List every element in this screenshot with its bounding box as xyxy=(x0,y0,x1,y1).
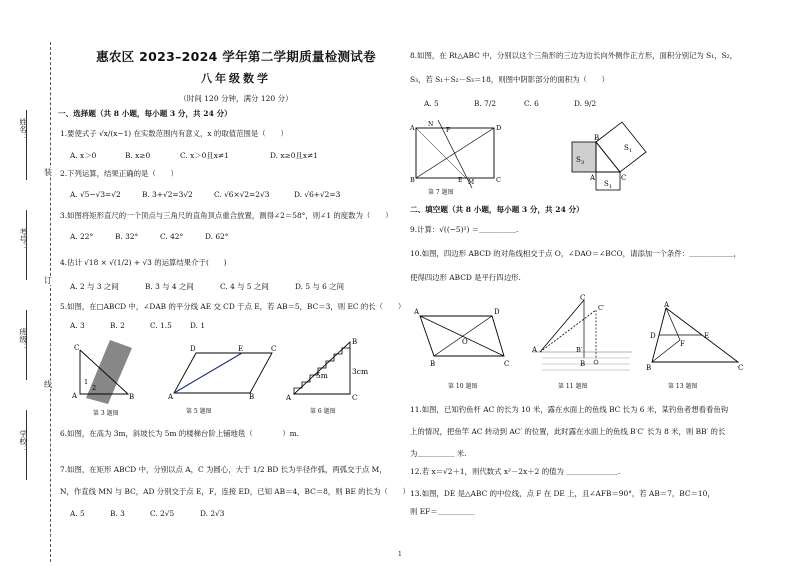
question-8: 8.如图，在 Rt△ABC 中，分别以这个三角形的三边为边长向外侧作正方形，面积分别记为 S₁，S₂， xyxy=(410,51,737,60)
figure-caption: 第 6 题图 xyxy=(310,408,336,415)
question-11: 11.如图，已知钓鱼杆 AC 的长为 10 米，露在水面上的鱼线 BC 长为 6 米，某钓鱼者想看看鱼钩 xyxy=(410,405,729,414)
svg-text:C′: C′ xyxy=(598,304,605,312)
svg-text:B: B xyxy=(646,364,652,370)
options-7: A. 5 B. 3 C. 2√5 D. 2√3 xyxy=(70,509,225,518)
options-1: A. x＞0 B. x≥0 C. x＞0且x≠1 D. x≥0且x≠1 xyxy=(70,151,318,160)
svg-text:1: 1 xyxy=(84,378,89,386)
options-4: A. 2 与 3 之间 B. 3 与 4 之间 C. 4 与 5 之间 D. 5 与 6 之间 xyxy=(70,282,344,291)
seal-char: 线 xyxy=(44,380,52,389)
svg-text:A: A xyxy=(72,392,78,400)
svg-text:1: 1 xyxy=(609,184,613,190)
question-13: 13.如图，DE 是△ABC 的中位线，点 F 在 DE 上，且∠AFB＝90°，若 AB＝7，BC＝10， xyxy=(410,489,715,498)
svg-text:B′: B′ xyxy=(576,346,583,354)
svg-text:B: B xyxy=(129,393,135,401)
svg-text:C: C xyxy=(504,360,510,368)
svg-text:E: E xyxy=(458,177,463,184)
binding-dashed-line xyxy=(50,42,51,562)
svg-text:B: B xyxy=(430,360,436,368)
question-1: 1.要使式子 √x/(x−1) 在实数范围内有意义，x 的取值范围是（ ） xyxy=(60,129,288,138)
question-5: 5.如图，在□ABCD 中，∠DAB 的平分线 AE 交 CD 于点 E，若 AB＝5，BC＝3，则 EC 的长（ ） xyxy=(60,302,406,311)
figure-caption: 第 7 题图 xyxy=(428,189,454,196)
figure-caption: 第 13 题图 xyxy=(668,383,698,390)
svg-text:B: B xyxy=(410,176,415,184)
exam-title: 惠农区 2023–2024 学年第二学期质量检测试卷 xyxy=(96,49,376,64)
seal-char: 订 xyxy=(44,276,52,285)
svg-text:B: B xyxy=(249,393,255,399)
svg-text:N: N xyxy=(428,121,434,128)
svg-text:A: A xyxy=(168,393,174,399)
svg-text:3: 3 xyxy=(581,160,585,166)
svg-text:C: C xyxy=(496,176,501,184)
svg-text:5m: 5m xyxy=(316,371,328,380)
svg-text:A: A xyxy=(286,394,292,402)
question-13-line2: 则 EF＝＿＿＿＿＿ xyxy=(410,507,475,516)
svg-text:S: S xyxy=(604,180,609,188)
svg-text:B: B xyxy=(352,338,358,346)
page-number: 1 xyxy=(398,551,402,558)
svg-text:A: A xyxy=(532,346,538,354)
question-10: 10.如图，四边形 ABCD 的对角线相交于点 O，∠DAO＝∠BCO，请添加一个条件：＿＿＿＿＿＿， xyxy=(410,249,741,258)
question-11-line2: 上的情况，把鱼竿 AC 转动到 AC′ 的位置，此时露在水面上的鱼线 B′C′ 长为 8 米，则 BB′ 的长 xyxy=(410,427,726,436)
figure-7-diagram xyxy=(410,118,502,190)
svg-text:E: E xyxy=(238,345,244,353)
school-field: 学校： xyxy=(6,410,44,500)
figure-5-diagram xyxy=(168,343,278,399)
figure-caption: 第 10 题图 xyxy=(448,383,478,390)
options-5: A. 3 B. 2 C. 1.5 D. 1 xyxy=(70,321,206,330)
options-2: A. √5−√3=√2 B. 3+√2=3√2 C. √6×√2=2√3 D. √6+√2=3 xyxy=(70,190,341,199)
svg-text:2: 2 xyxy=(92,384,97,392)
svg-text:B: B xyxy=(594,134,600,142)
question-7: 7.如图，在矩形 ABCD 中，分别以点 A，C 为圆心，大于 1/2 BD 长为半径作弧，两弧交于点 M， xyxy=(60,465,387,474)
svg-text:C: C xyxy=(74,344,80,352)
svg-text:S: S xyxy=(624,144,629,152)
svg-text:D: D xyxy=(190,345,196,353)
question-9: 9.计算：√((−5)²) ＝＿＿＿＿＿. xyxy=(410,225,519,234)
svg-text:D: D xyxy=(494,308,500,316)
figure-10-diagram xyxy=(412,304,512,368)
class-field: 班级： xyxy=(6,310,44,400)
svg-text:C: C xyxy=(271,345,277,353)
svg-text:1: 1 xyxy=(629,148,633,154)
figure-3-diagram xyxy=(70,338,140,406)
question-6: 6.如图，在高为 3m，斜坡长为 5m 的楼梯台阶上铺地毯（ ）m. xyxy=(60,429,300,438)
figure-8-diagram xyxy=(568,118,668,196)
question-2: 2.下列运算，结果正确的是（ ） xyxy=(60,169,178,178)
figure-caption: 第 3 题图 xyxy=(93,410,119,417)
exam-number-field: 考号： xyxy=(6,210,44,300)
svg-text:D: D xyxy=(650,332,656,340)
subject-title: 八年级数学 xyxy=(201,72,271,85)
svg-text:F: F xyxy=(680,340,685,348)
section-heading: 二、填空题（共 8 小题，每小题 3 分，共 24 分） xyxy=(410,205,584,214)
figure-6-diagram xyxy=(286,338,376,402)
svg-text:E: E xyxy=(704,332,710,340)
svg-text:A: A xyxy=(410,124,415,132)
question-4: 4.估计 √18 × √(1/2) + √3 的运算结果介于( ) xyxy=(60,258,227,267)
question-11-line3: 为＿＿＿＿＿ 米. xyxy=(410,449,467,458)
binding-margin xyxy=(0,0,50,567)
svg-text:M: M xyxy=(468,179,475,186)
svg-text:C: C xyxy=(738,364,744,370)
seal-char: 装 xyxy=(44,168,52,177)
question-10-line2: 使得四边形 ABCD 是平行四边形. xyxy=(410,273,521,282)
figure-caption: 第 11 题图 xyxy=(558,383,588,390)
question-12: 12.若 x＝√2＋1，则代数式 x²－2x＋2 的值为 ＿＿＿＿＿＿＿. xyxy=(410,467,621,476)
svg-text:A: A xyxy=(664,301,670,309)
svg-text:3cm: 3cm xyxy=(352,367,369,376)
question-8-line2: S₃，若 S₁＋S₂－S₃＝18，则图中阴影部分的面积为（ ） xyxy=(410,75,610,84)
svg-text:F: F xyxy=(446,127,451,134)
options-8: A. 5 B. 7/2 C. 6 D. 9/2 xyxy=(424,99,597,108)
svg-text:C: C xyxy=(352,394,358,402)
name-field: 姓名： xyxy=(6,110,44,200)
figure-caption: 第 5 题图 xyxy=(186,408,212,415)
svg-text:O: O xyxy=(462,338,468,346)
exam-meta: （时间 120 分钟，满分 120 分） xyxy=(179,94,293,103)
svg-text:S: S xyxy=(576,156,581,164)
section-heading: 一、选择题（共 8 小题，每小题 3 分，共 24 分） xyxy=(58,109,232,118)
svg-text:A: A xyxy=(590,174,596,182)
question-3: 3.如图将矩形直尺的一个顶点与三角尺的直角顶点重合放置，测得∠2＝58°，则∠1 的度数为（ ） xyxy=(60,211,393,220)
options-3: A. 22° B. 32° C. 42° D. 62° xyxy=(70,232,229,241)
svg-text:C: C xyxy=(621,174,627,182)
svg-text:B: B xyxy=(580,360,586,368)
figure-11-diagram xyxy=(532,294,632,378)
svg-text:A: A xyxy=(414,308,420,316)
svg-text:C: C xyxy=(580,294,586,302)
figure-13-diagram xyxy=(644,300,744,370)
svg-text:D: D xyxy=(496,124,502,132)
question-7-line2: N，作直线 MN 与 BC，AD 分别交于点 E，F，连接 ED，已知 AB＝4，BC＝8，则 BE 的长为（ ） xyxy=(60,487,410,496)
